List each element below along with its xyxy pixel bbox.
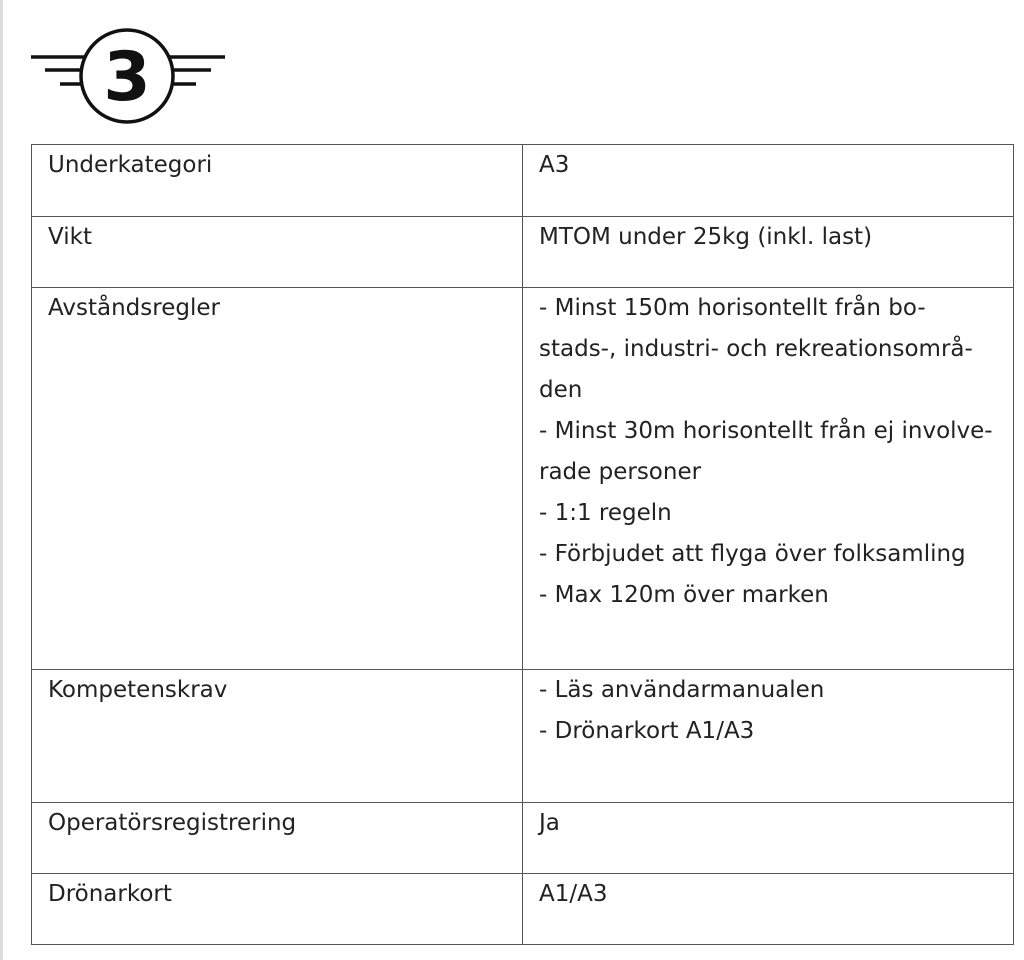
row-value: MTOM under 25kg (inkl. last) (523, 217, 1014, 288)
row-label: Operatörsregistrering (32, 803, 523, 874)
page-left-border (0, 0, 3, 960)
row-label: Underkategori (32, 145, 523, 217)
table-row-vikt (32, 217, 1014, 288)
drone-category-table (31, 144, 1014, 945)
row-value: A3 (523, 145, 1014, 217)
row-value: A1/A3 (523, 874, 1014, 945)
table-row-operatorsregistrering (32, 803, 1014, 874)
table-row-underkategori (32, 145, 1014, 217)
row-label: Kompetenskrav (32, 670, 523, 803)
row-label: Drönarkort (32, 874, 523, 945)
emblem-digit: 3 (103, 38, 151, 117)
row-value: Ja (523, 803, 1014, 874)
row-value: - Läs användarmanualen - Drönarkort A1/A3 (523, 670, 1014, 803)
table-row-kompetenskrav (32, 670, 1014, 803)
row-value: - Minst 150m horisontellt från bo- stads-, industri- och rekreationsområ- den - Minst 30m horisontellt från ej involve- rade personer - 1:1 regeln - Förbjudet att flyga över folksamling - Max 120m över marken (523, 288, 1014, 670)
row-label: Vikt (32, 217, 523, 288)
table-row-avstandsregler (32, 288, 1014, 670)
row-label: Avståndsregler (32, 288, 523, 670)
table-row-dronarkort (32, 874, 1014, 945)
subcategory-a3-emblem (28, 26, 228, 128)
